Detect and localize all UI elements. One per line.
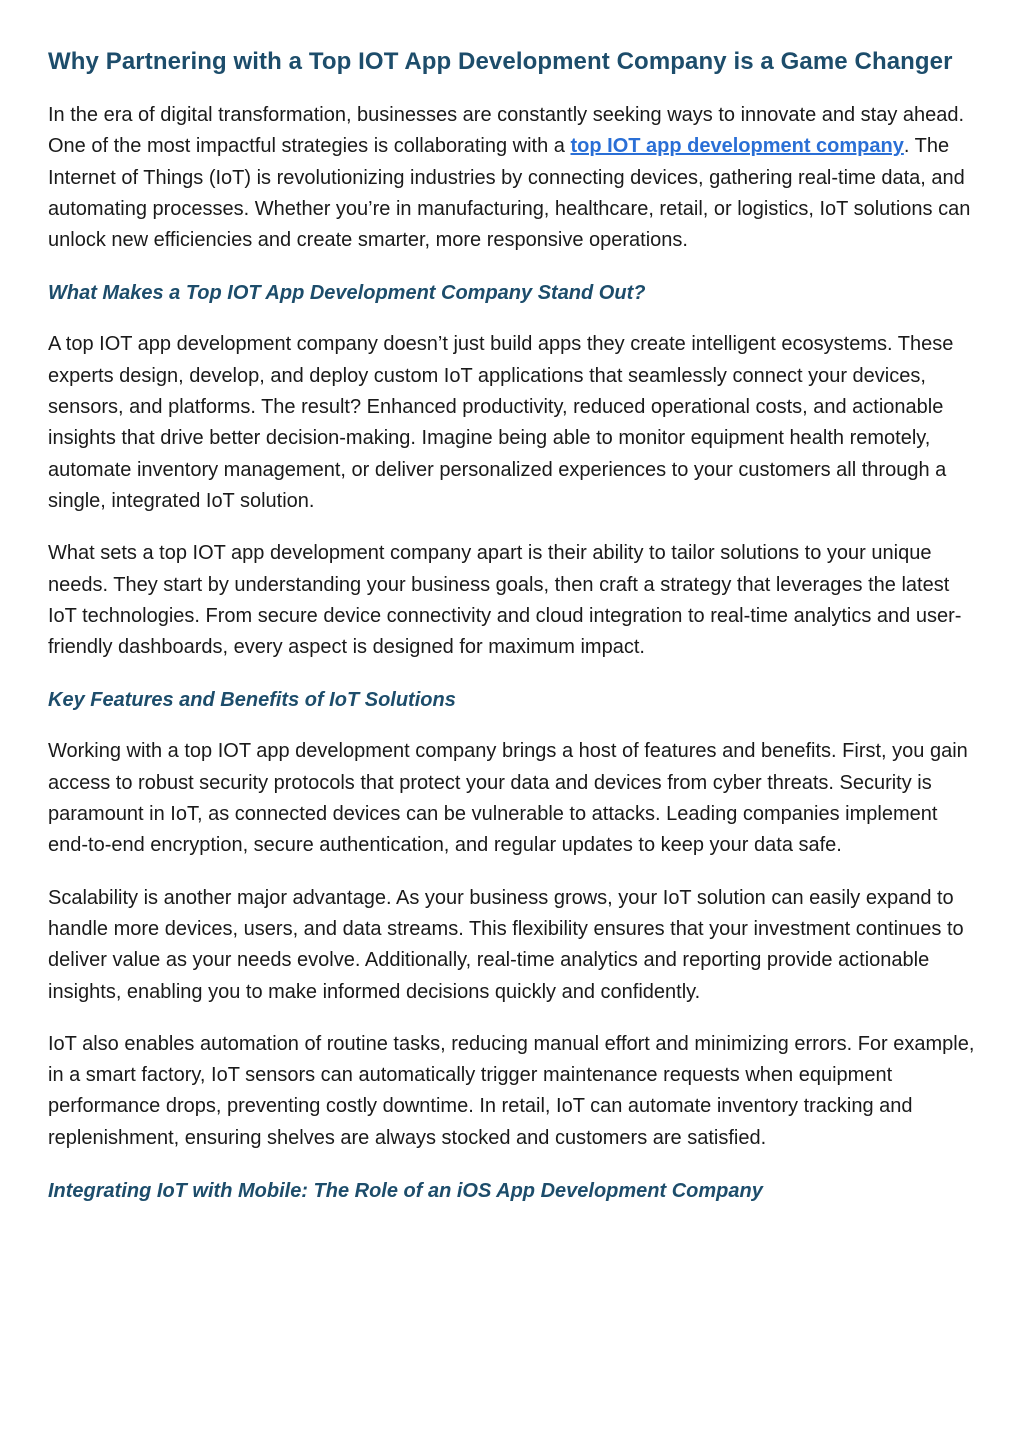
- section-heading-stand-out: What Makes a Top IOT App Development Company Stand Out?: [48, 282, 646, 305]
- article-title: Why Partnering with a Top IOT App Development Company is a Game Changer: [48, 48, 953, 75]
- section1-paragraph: A top IOT app development company doesn’t just build apps they create intelligent ecosystems. These experts design, develop, and deploy custom IoT applications that seamlessly connect your devices, sensors, and platforms. The result? Enhanced productivity, reduced operational costs, and actionable insights that drive better decision-making. Imagine being able to monitor equipment health remotely, automate inventory management, or deliver personalized experiences to your customers all through a single, integrated IoT solution.: [48, 333, 954, 512]
- section-heading-key-features: Key Features and Benefits of IoT Solutions: [48, 689, 456, 712]
- intro-paragraph: [48, 100, 978, 256]
- intro-text-before-link: In the era of digital transformation, businesses are constantly seeking ways to innovate and stay ahead. One of the most impactful strategies is collaborating with a: [48, 104, 965, 158]
- section2-paragraph: IoT also enables automation of routine tasks, reducing manual effort and minimizing errors. For example, in a smart factory, IoT sensors can automatically trigger maintenance requests when equipment performance drops, preventing costly downtime. In retail, IoT can automate inventory tracking and replenishment, ensuring shelves are always stocked and customers are satisfied.: [48, 1032, 975, 1149]
- section1-paragraph: What sets a top IOT app development company apart is their ability to tailor solutions to your unique needs. They start by understanding your business goals, then craft a strategy that leverages the latest IoT technologies. From secure device connectivity and cloud integration to real-time analytics and user-friendly dashboards, every aspect is designed for maximum impact.: [48, 542, 962, 659]
- section-heading-ios-integration: Integrating IoT with Mobile: The Role of an iOS App Development Company: [48, 1180, 763, 1203]
- intro-text-after-link: . The Internet of Things (IoT) is revolutionizing industries by connecting devices, gathering real-time data, and automating processes. Whether you’re in manufacturing, healthcare, retail, or logistics, IoT solutions can unlock new efficiencies and create smarter, more responsive operations.: [48, 135, 971, 252]
- section2-paragraph: Working with a top IOT app development company brings a host of features and benefits. First, you gain access to robust security protocols that protect your data and devices from cyber threats. Security is paramount in IoT, as connected devices can be vulnerable to attacks. Leading companies implement end-to-end encryption, secure authentication, and regular updates to keep your data safe.: [48, 740, 968, 857]
- top-iot-company-link[interactable]: top IOT app development company: [570, 135, 904, 158]
- section2-paragraph: Scalability is another major advantage. As your business grows, your IoT solution can easily expand to handle more devices, users, and data streams. This flexibility ensures that your investment continues to deliver value as your needs evolve. Additionally, real-time analytics and reporting provide actionable insights, enabling you to make informed decisions quickly and confidently.: [48, 886, 964, 1003]
- article-body: [48, 100, 978, 1227]
